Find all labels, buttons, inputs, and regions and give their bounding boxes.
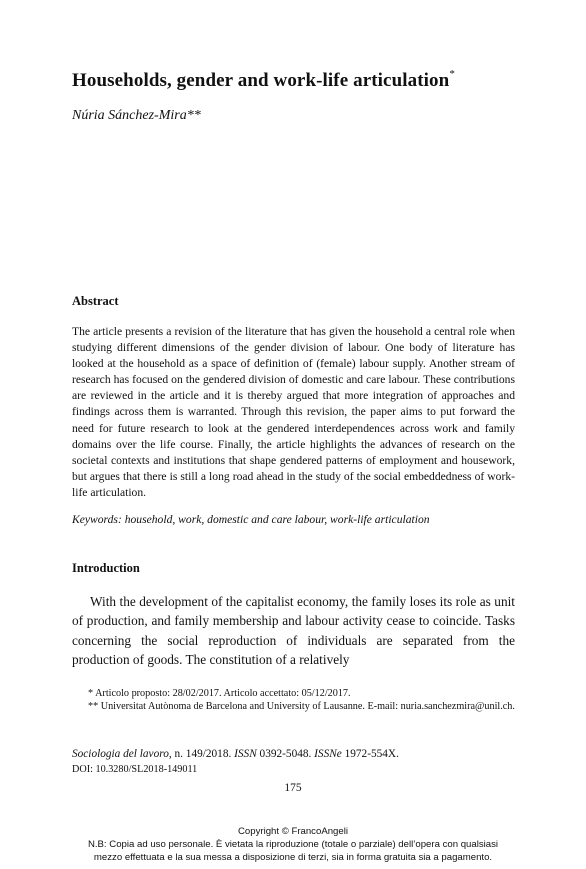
footnote-2: ** Universitat Autònoma de Barcelona and University of Lausanne. E-mail: nuria.sanchezmira@unil.ch. (88, 701, 515, 712)
copyright-notice-line-1: N.B: Copia ad uso personale. È vietata la riproduzione (totale o parziale) dell’opera con qualsiasi (87, 839, 499, 850)
article-title (72, 70, 455, 92)
journal-issue: , n. 149/2018. (168, 748, 235, 760)
copyright-notice-line-2: mezzo effettuata e la sua messa a disposizione di terzi, sia in forma gratuita sia a pagamento. (93, 852, 493, 863)
author-name: Núria Sánchez-Mira** (72, 108, 201, 123)
abstract-body: The article presents a revision of the literature that has given the household a central role when studying different dimensions of the gender division of labour. One body of literature has looked at the household as a space of definition of (female) labour supply. Another stream of research has focused on the gendered division of domestic and care labour. These contributions are reviewed in the article and it is thereby argued that more integration of approaches and findings across them is warranted. Through this revision, the paper aims to put forward the need for future research to look at the gendered interdependences across work and family domains over the life course. Finally, the article highlights the advances of research on the societal contexts and institutions that shape gendered patterns of employment and housework, but argues that there is still a long road ahead in the study of the social embeddedness of work-life articulation. (72, 325, 515, 499)
title-text: Households, gender and work-life articulation (72, 70, 450, 91)
introduction-heading: Introduction (72, 561, 140, 575)
issne-label: ISSNe (314, 748, 342, 760)
page-number: 175 (284, 782, 302, 794)
copyright-line: Copyright © FrancoAngeli (238, 826, 348, 837)
journal-citation (72, 748, 399, 760)
issne-value: 1972-554X. (341, 748, 399, 760)
introduction-body: With the development of the capitalist economy, the family loses its role as unit of production, and family membership and labour activity cease to coincide. Tasks concerning the social reproduction of individuals are separated from the production of goods. The constitution of a relatively (72, 594, 515, 668)
doi: DOI: 10.3280/SL2018-149011 (72, 764, 198, 775)
journal-name: Sociologia del lavoro (72, 748, 169, 760)
issn-value: 0392-5048. (256, 748, 315, 760)
footnote-1: * Articolo proposto: 28/02/2017. Articolo accettato: 05/12/2017. (88, 688, 351, 699)
abstract-heading: Abstract (72, 294, 119, 308)
issn-label: ISSN (234, 748, 257, 760)
title-footnote-mark: * (449, 68, 455, 80)
keywords: Keywords: household, work, domestic and care labour, work-life articulation (72, 513, 430, 526)
